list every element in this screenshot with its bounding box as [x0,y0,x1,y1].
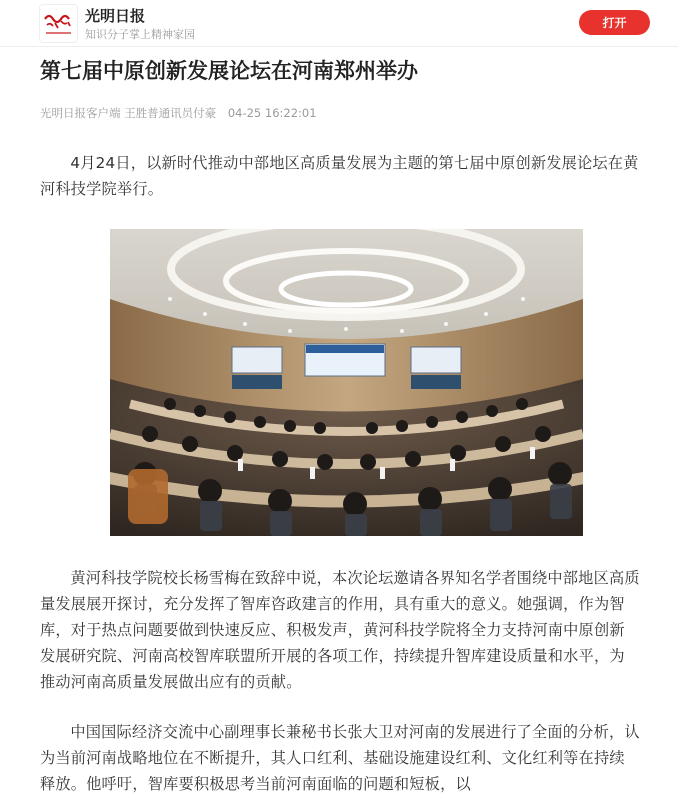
open-app-button[interactable]: 打开 [579,10,650,35]
app-slogan: 知识分子掌上精神家园 [85,28,195,41]
app-header [0,0,678,47]
logo-calligraphy-icon [40,5,77,42]
article-title: 第七届中原创新发展论坛在河南郑州举办 [40,59,418,83]
article-time: 04-25 16:22:01 [227,106,317,120]
article-meta [40,105,317,121]
forum-photo[interactable] [110,229,583,536]
app-name: 光明日报 [85,7,146,25]
article-paragraph: 黄河科技学院校长杨雪梅在致辞中说，本次论坛邀请各界知名学者围绕中部地区高质量发展展开探讨，充分发挥了智库咨政建言的作用，具有重大的意义。她强调，作为智库，对于热点问题要做到快速反应、积极发声，黄河科技学院将全力支持河南中原创新发展研究院、河南高校智库联盟所开展的各项工作，持续提升智库建设质量和水平，为推动河南高质量发展做出应有的贡献。 [40,569,640,691]
article-source: 光明日报客户端 王胜普通讯员付豪 [40,106,217,120]
conference-hall-image [110,229,583,536]
guangming-logo[interactable] [39,4,78,43]
article-paragraph: 4月24日，以新时代推动中部地区高质量发展为主题的第七届中原创新发展论坛在黄河科技学院举行。 [40,154,639,198]
article-paragraph: 中国国际经济交流中心副理事长兼秘书长张大卫对河南的发展进行了全面的分析，认为当前河南战略地位在不断提升，其人口红利、基础设施建设红利、文化红利等在持续释放。他呼吁，智库要积极思考当前河南面临的问题和短板，以 [40,723,640,793]
